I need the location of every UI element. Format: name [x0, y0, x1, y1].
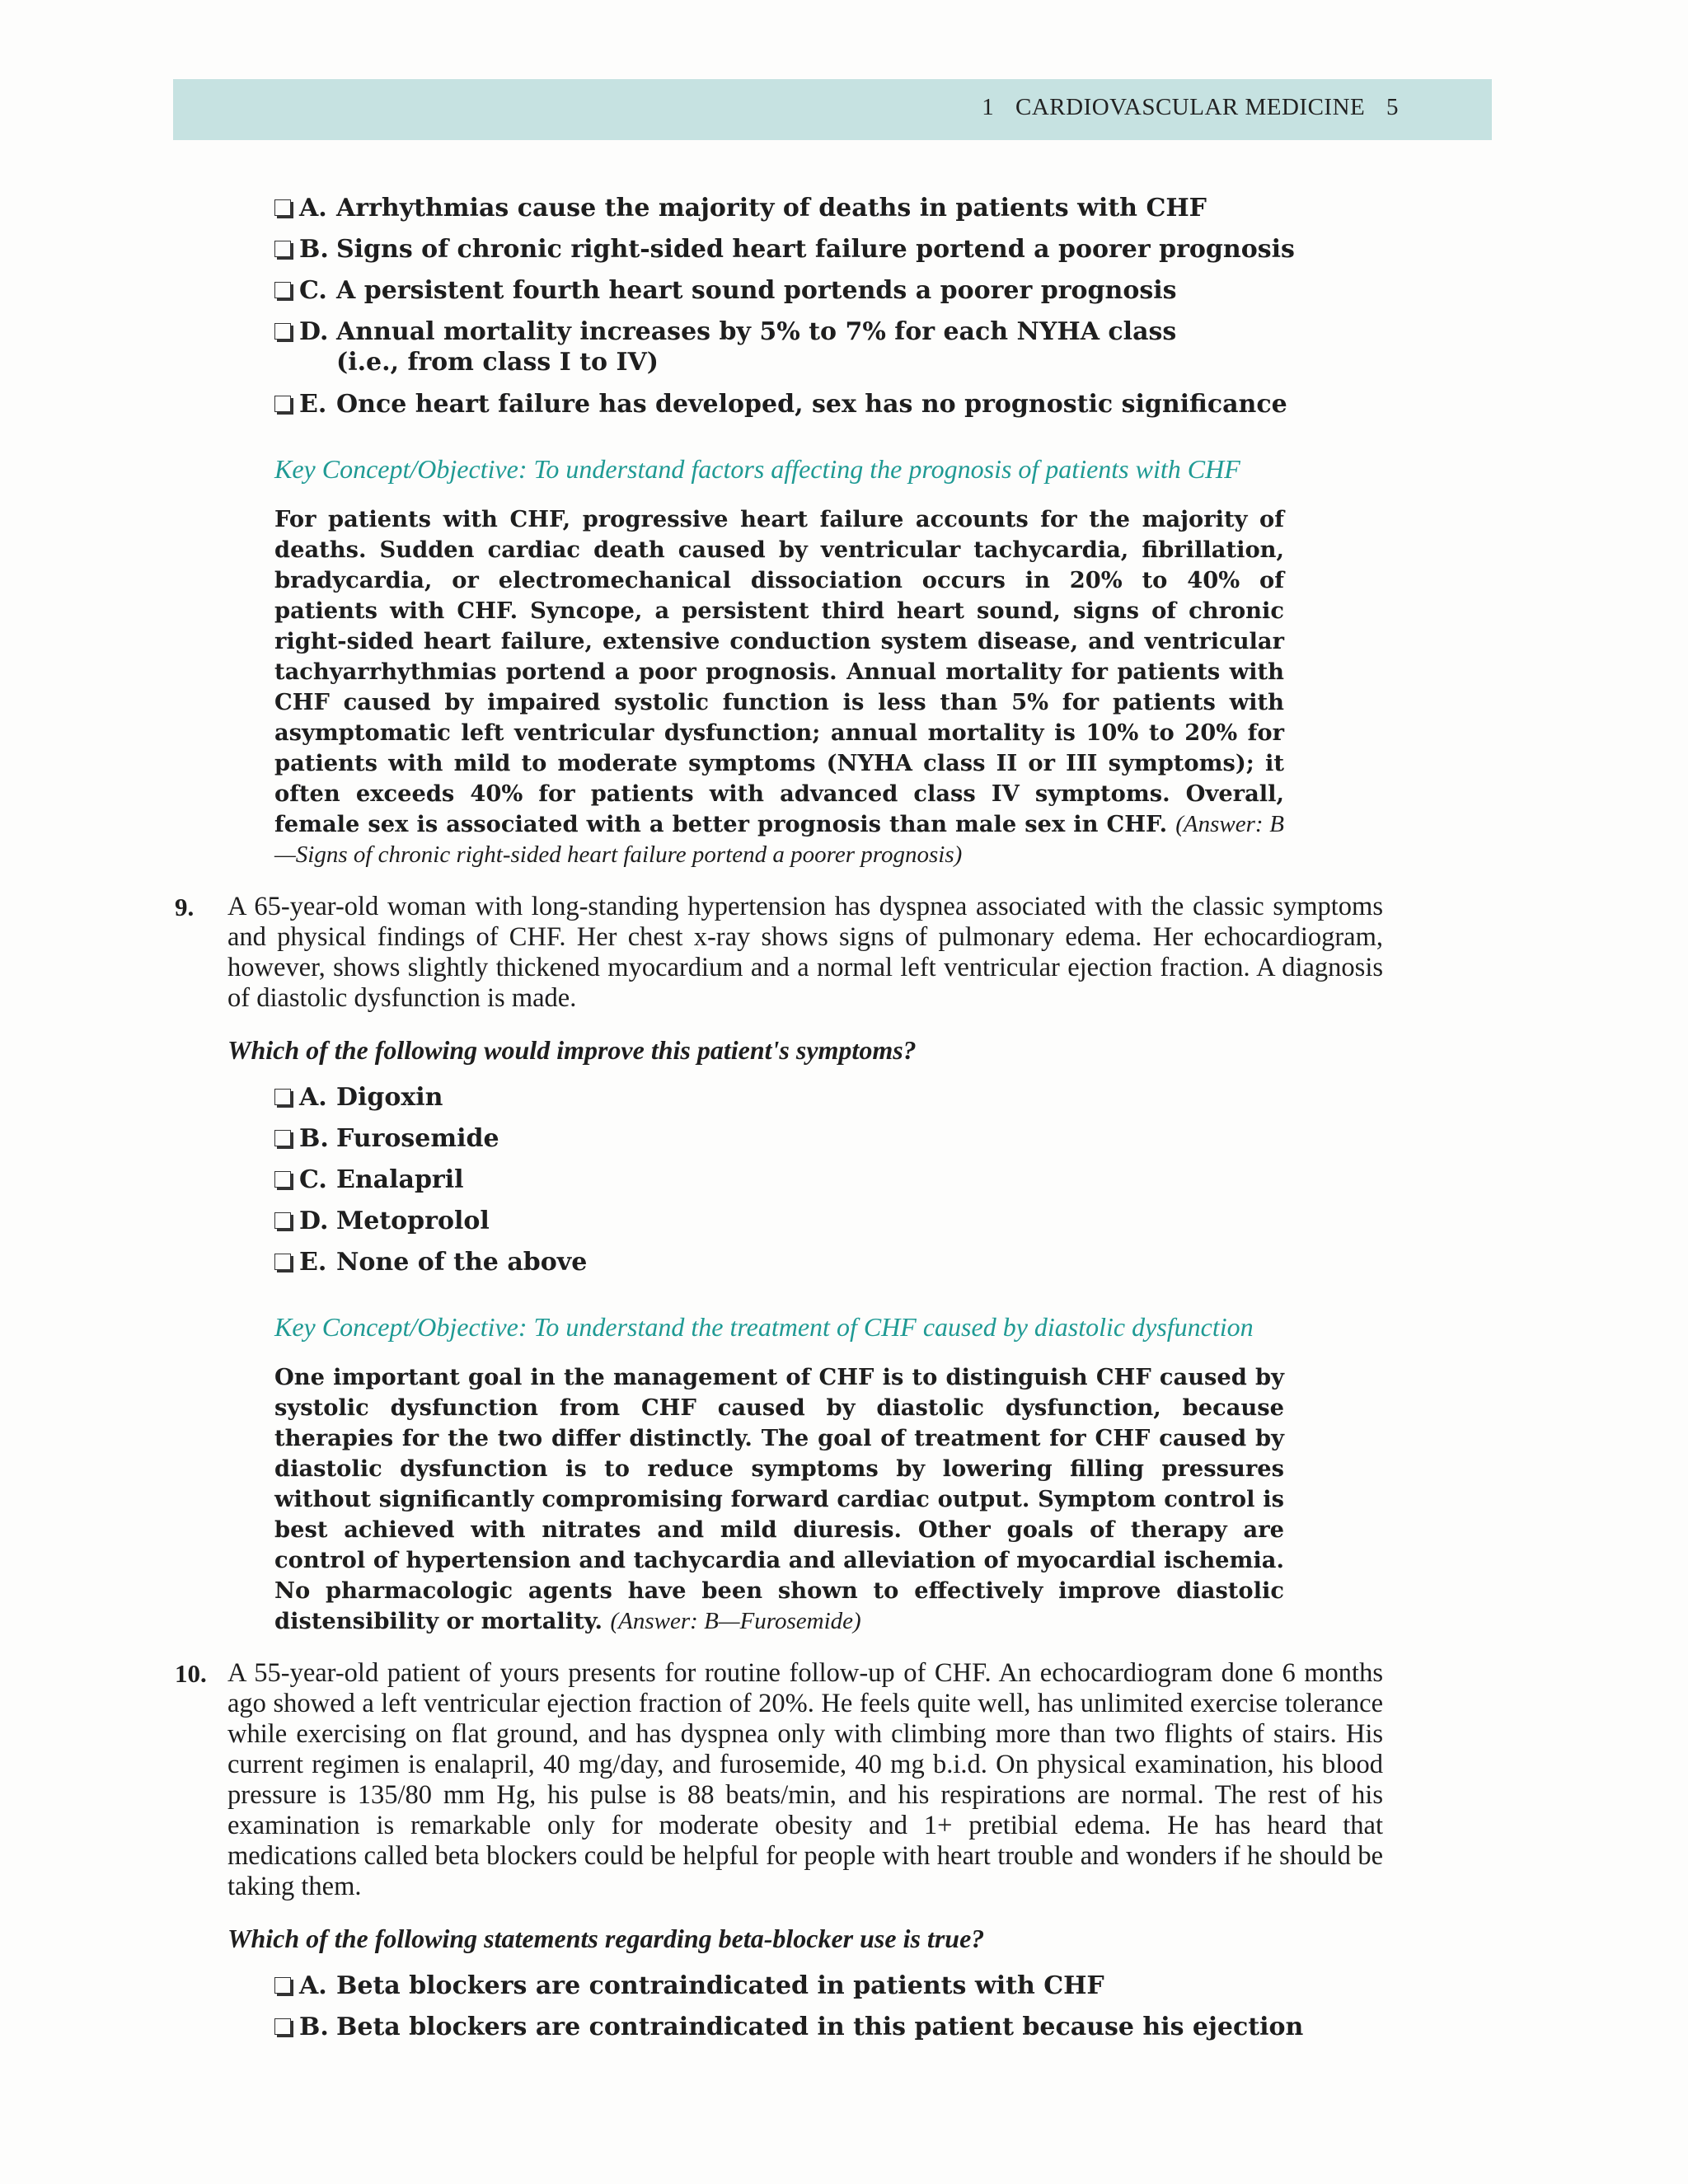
option-letter: D. [299, 1207, 329, 1235]
answer-text: (Answer: B—Furosemide) [610, 1608, 861, 1634]
option-text: Furosemide [336, 1124, 499, 1153]
q9-key-concept: Key Concept/Objective: To understand the treatment of CHF caused by diastolic dysfunction [274, 1312, 1254, 1342]
checkbox-icon[interactable] [274, 282, 291, 298]
q9-stem: A 65-year-old woman with long-standing hypertension has dyspnea associated with the classic symptoms and physical findings of CHF. Her chest x-ray shows signs of pulmonary edema. Her echocardiogram, however, shows slightly thickened myocardium and a normal left ventricular ejection fraction. A diagnosis of diastolic dysfunction is made. [227, 892, 1383, 1013]
checkbox-icon[interactable] [274, 323, 291, 340]
option-text: Beta blockers are contraindicated in this patient because his ejection [336, 2013, 1304, 2041]
q8-option-c[interactable] [274, 275, 1313, 306]
checkbox-icon[interactable] [274, 1254, 291, 1270]
q9-option-b[interactable] [274, 1123, 1313, 1154]
q10-prompt: Which of the following statements regarding beta-blocker use is true? [227, 1924, 985, 1953]
q8-option-e[interactable] [274, 389, 1313, 419]
explanation-text: For patients with CHF, progressive heart failure accounts for the majority of deaths. Sudden cardiac death caused by ventricular tachycardia, fibrillation, bradycardia, or electromechanical dissociation occurs in 20% to 40% of patients with CHF. Syncope, a persistent third heart sound, signs of chronic right-sided heart failure, extensive conduction system disease, and ventricular tachyarrhythmias portend a poor prognosis. Annual mortality for patients with CHF caused by impaired systolic function is less than 5% for patients with asymptomatic left ventricular dysfunction; annual mortality is 10% to 20% for patients with mild to moderate symptoms (NYHA class II or III symptoms); it often exceeds 40% for patients with advanced class IV symptoms. Overall, female sex is associated with a better prognosis than male sex in CHF. [274, 506, 1284, 837]
q8-option-d[interactable] [274, 316, 1313, 377]
checkbox-icon[interactable] [274, 1212, 291, 1229]
chapter-number: 1 [982, 94, 995, 120]
checkbox-icon[interactable] [274, 1089, 291, 1105]
q10-number: 10. [175, 1659, 207, 1688]
q9-option-d[interactable] [274, 1206, 1313, 1236]
option-letter: B. [299, 1124, 329, 1153]
option-text: Beta blockers are contraindicated in patients with CHF [336, 1971, 1104, 2000]
option-letter: C. [299, 276, 327, 305]
option-letter: B. [299, 235, 329, 264]
q8-explanation [274, 504, 1284, 870]
q9-option-e[interactable] [274, 1247, 1313, 1277]
q9-option-c[interactable] [274, 1165, 1313, 1195]
q8-option-a[interactable] [274, 193, 1313, 223]
option-text: Once heart failure has developed, sex has no prognostic significance [336, 390, 1287, 419]
q10-stem: A 55-year-old patient of yours presents for routine follow-up of CHF. An echocardiogram done 6 months ago showed a left ventricular ejection fraction of 20%. He feels quite well, has unlimited exercise tolerance while exercising on flat ground, and has dyspnea only with climbing more than two flights of stairs. His current regimen is enalapril, 40 mg/day, and furosemide, 40 mg b.i.d. On physical examination, his blood pressure is 135/80 mm Hg, his pulse is 88 beats/min, and his respirations are normal. The rest of his examination is remarkable only for moderate obesity and 1+ pretibial edema. He has heard that medications called beta blockers could be helpful for people with heart trouble and wonders if he should be taking them. [227, 1658, 1383, 1901]
option-text: Signs of chronic right-sided heart failure portend a poorer prognosis [336, 235, 1295, 264]
option-text: Digoxin [336, 1083, 443, 1112]
option-text: Enalapril [336, 1165, 464, 1194]
q10-option-b[interactable] [274, 2012, 1313, 2042]
option-letter: A. [299, 194, 327, 223]
option-text: Annual mortality increases by 5% to 7% for each NYHA class (i.e., from class I to IV) [336, 317, 1177, 377]
q10-option-a[interactable] [274, 1971, 1313, 2001]
chapter-title: CARDIOVASCULAR MEDICINE [1015, 94, 1366, 120]
option-letter: A. [299, 1971, 327, 2000]
explanation-text: One important goal in the management of CHF is to distinguish CHF caused by systolic dysfunction from CHF caused by diastolic dysfunction, because therapies for the two differ distinctly. The goal of treatment for CHF caused by diastolic dysfunction is to reduce symptoms by lowering filling pressures without significantly compromising forward cardiac output. Symptom control is best achieved with nitrates and mild diuresis. Other goals of therapy are control of hypertension and tachycardia and alleviation of myocardial ischemia. No pharmacologic agents have been shown to effectively improve diastolic distensibility or mortality. [274, 1364, 1284, 1634]
running-header [173, 79, 1492, 140]
option-letter: D. [299, 317, 329, 346]
checkbox-icon[interactable] [274, 2018, 291, 2035]
q8-key-concept: Key Concept/Objective: To understand factors affecting the prognosis of patients with CHF [274, 454, 1240, 484]
option-letter: E. [299, 1248, 327, 1277]
option-text: A persistent fourth heart sound portends a poorer prognosis [336, 276, 1177, 305]
option-letter: E. [299, 390, 327, 419]
checkbox-icon[interactable] [274, 1130, 291, 1146]
checkbox-icon[interactable] [274, 199, 291, 216]
checkbox-icon[interactable] [274, 1977, 291, 1994]
option-letter: B. [299, 2013, 329, 2041]
option-text: Arrhythmias cause the majority of deaths in patients with CHF [336, 194, 1207, 223]
q9-number: 9. [175, 893, 195, 921]
option-letter: A. [299, 1083, 327, 1112]
checkbox-icon[interactable] [274, 396, 291, 412]
q9-option-a[interactable] [274, 1082, 1313, 1113]
q8-option-b[interactable] [274, 234, 1313, 265]
header-text [982, 94, 1399, 121]
q9-prompt: Which of the following would improve this patient's symptoms? [227, 1035, 917, 1065]
checkbox-icon[interactable] [274, 1171, 291, 1188]
answer-text: (Answer: B—Signs of chronic right-sided heart failure portend a poorer prognosis) [274, 811, 1284, 868]
option-letter: C. [299, 1165, 327, 1194]
q9-explanation [274, 1362, 1284, 1637]
checkbox-icon[interactable] [274, 241, 291, 257]
option-text: Metoprolol [336, 1207, 490, 1235]
page-number: 5 [1386, 94, 1399, 120]
option-text: None of the above [336, 1248, 588, 1277]
